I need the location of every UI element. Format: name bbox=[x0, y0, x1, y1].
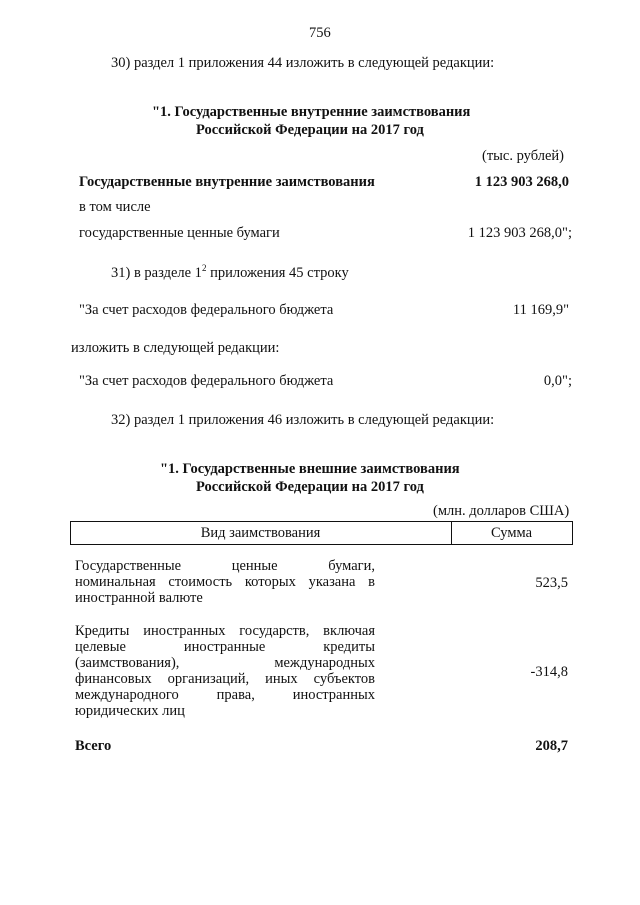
section2-unit: (млн. долларов США) bbox=[433, 503, 570, 519]
row2-value: -314,8 bbox=[530, 664, 568, 680]
row2-line: целевые иностранные кредиты bbox=[75, 639, 375, 655]
section1-title-line2: Российской Федерации на 2017 год bbox=[196, 122, 424, 138]
section2-total-value: 208,7 bbox=[535, 738, 568, 754]
column-header-sum: Сумма bbox=[490, 525, 533, 541]
page-number: 756 bbox=[309, 25, 331, 41]
column-header-type: Вид заимствования bbox=[200, 525, 321, 541]
section2-total-label: Всего bbox=[75, 738, 112, 754]
section1-securities-label: государственные ценные бумаги bbox=[79, 225, 280, 241]
item-31-superscript: 2 bbox=[201, 263, 207, 273]
row1-line: иностранной валюте bbox=[75, 590, 203, 606]
row1-line: Государственные ценные бумаги, bbox=[75, 558, 375, 574]
new-row-value: 0,0"; bbox=[543, 373, 572, 389]
row2-line: (заимствования), международных bbox=[75, 655, 375, 671]
row1-value: 523,5 bbox=[535, 575, 568, 591]
item-32-text: 32) раздел 1 приложения 46 изложить в следующей редакции: bbox=[111, 412, 495, 428]
old-row-label: "За счет расходов федерального бюджета bbox=[79, 302, 334, 318]
section1-title-line1: "1. Государственные внутренние заимствования bbox=[152, 104, 471, 120]
row2-line: финансовых организаций, иных субъектов bbox=[75, 671, 375, 687]
table-header bbox=[70, 521, 573, 545]
item-31-suffix: приложения 45 строку bbox=[206, 264, 349, 281]
row2-line: юридических лиц bbox=[75, 703, 185, 719]
section1-unit: (тыс. рублей) bbox=[482, 148, 564, 164]
section2-title-line1: "1. Государственные внешние заимствования bbox=[160, 461, 460, 477]
section1-securities-value: 1 123 903 268,0"; bbox=[467, 225, 572, 241]
item-30-text: 30) раздел 1 приложения 44 изложить в следующей редакции: bbox=[111, 55, 495, 71]
section1-including: в том числе bbox=[79, 199, 151, 215]
row2-line: международного права, иностранных bbox=[75, 687, 375, 703]
restate-text: изложить в следующей редакции: bbox=[71, 340, 280, 356]
row1-label bbox=[75, 558, 375, 606]
row1-line: номинальная стоимость которых указана в bbox=[75, 574, 375, 590]
item-31-prefix: 31) в разделе 1 bbox=[111, 264, 202, 281]
old-row-value: 11 169,9" bbox=[512, 302, 569, 318]
section1-total-value: 1 123 903 268,0 bbox=[474, 174, 569, 190]
section1-total-label: Государственные внутренние заимствования bbox=[79, 174, 375, 190]
new-row-label: "За счет расходов федерального бюджета bbox=[79, 373, 334, 389]
row2-label bbox=[75, 623, 375, 719]
item-31-text bbox=[111, 263, 349, 282]
section2-title-line2: Российской Федерации на 2017 год bbox=[196, 479, 424, 495]
row2-line: Кредиты иностранных государств, включая bbox=[75, 623, 375, 639]
